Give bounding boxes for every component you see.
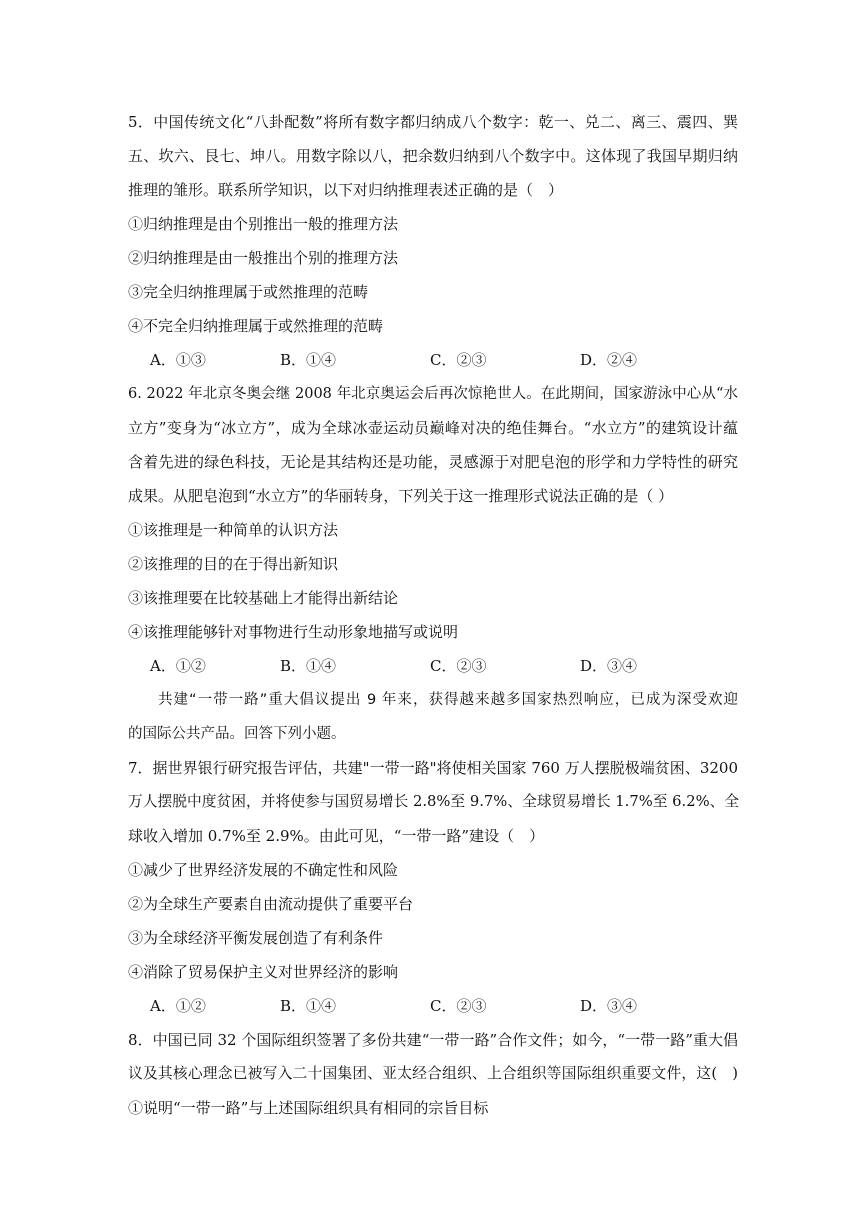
question-8-stem-line-1: 8．中国已同 32 个国际组织签署了多份共建“一带一路”合作文件；如今，“一带一路”重大倡 <box>128 1031 738 1049</box>
question-7-stem-line-3: 球收入增加 0.7%至 2.9%。由此可见，“一带一路”建设（ ） <box>128 827 545 845</box>
question-6-option-b: B．①④ <box>280 657 337 675</box>
question-7-option-c: C．②③ <box>430 997 487 1015</box>
question-8-statement-1: ①说明“一带一路”与上述国际组织具有相同的宗旨目标 <box>128 1099 489 1117</box>
question-7-option-b: B．①④ <box>280 997 337 1015</box>
question-5-statement-3: ③完全归纳推理属于或然推理的范畴 <box>128 283 369 301</box>
question-6-stem-line-1: 6. 2022 年北京冬奥会继 2008 年北京奥运会后再次惊艳世人。在此期间，国家游泳中心从“水 <box>128 386 738 402</box>
question-7-statement-4: ④消除了贸易保护主义对世界经济的影响 <box>128 963 399 981</box>
question-7-statement-3: ③为全球经济平衡发展创造了有利条件 <box>128 929 384 947</box>
question-6-option-d: D．③④ <box>580 657 638 675</box>
question-5-statement-4: ④不完全归纳推理属于或然推理的范畴 <box>128 317 384 335</box>
question-7-statement-2: ②为全球生产要素自由流动提供了重要平台 <box>128 895 414 913</box>
question-5-option-c: C．②③ <box>430 351 487 369</box>
question-7-stem-line-1: 7．据世界银行研究报告评估，共建"一带一路"将使相关国家 760 万人摆脱极端贫困、3200 <box>128 759 738 777</box>
passage-line-1: 共建“一带一路”重大倡议提出 9 年来，获得越来越多国家热烈响应，已成为深受欢迎 <box>158 692 738 708</box>
question-6-statement-4: ④该推理能够针对事物进行生动形象地描写或说明 <box>128 623 459 641</box>
question-5-stem-line-2: 五、坎六、艮七、坤八。用数字除以八，把余数归纳到八个数字中。这体现了我国早期归纳 <box>128 147 738 165</box>
question-6-options <box>150 656 710 676</box>
question-6-stem-line-2: 立方”变身为“冰立方”，成为全球冰壶运动员巅峰对决的绝佳舞台。“水立方”的建筑设计蕴 <box>128 419 738 437</box>
question-6-statement-3: ③该推理要在比较基础上才能得出新结论 <box>128 589 399 607</box>
question-5-option-a: A．①③ <box>150 351 206 369</box>
question-5-statement-2: ②归纳推理是由一般推出个别的推理方法 <box>128 249 399 267</box>
question-7-options <box>150 996 710 1016</box>
question-6-stem-line-3: 含着先进的绿色科技，无论是其结构还是功能，灵感源于对肥皂泡的形学和力学特性的研究 <box>128 453 738 471</box>
question-7-option-a: A．①② <box>150 997 206 1015</box>
question-5-stem-line-3: 推理的雏形。联系所学知识，以下对归纳推理表述正确的是（ ） <box>128 181 564 199</box>
question-5-options <box>150 350 710 370</box>
question-5-option-b: B．①④ <box>280 351 337 369</box>
question-6-statement-2: ②该推理的目的在于得出新知识 <box>128 555 339 573</box>
question-6-option-c: C．②③ <box>430 657 487 675</box>
question-5-stem-line-1: 5．中国传统文化“八卦配数”将所有数字都归纳成八个数字：乾一、兑二、离三、震四、巽 <box>128 113 738 131</box>
question-7-statement-1: ①减少了世界经济发展的不确定性和风险 <box>128 861 399 879</box>
question-7-option-d: D．③④ <box>580 997 638 1015</box>
question-6-stem-line-4: 成果。从肥皂泡到“水立方”的华丽转身，下列关于这一推理形式说法正确的是（ ） <box>128 487 674 505</box>
question-6-statement-1: ①该推理是一种简单的认识方法 <box>128 521 339 539</box>
question-6-option-a: A．①② <box>150 657 206 675</box>
question-5-option-d: D．②④ <box>580 351 638 369</box>
question-5-statement-1: ①归纳推理是由个别推出一般的推理方法 <box>128 215 399 233</box>
passage-line-2: 的国际公共产品。回答下列小题。 <box>128 726 346 742</box>
question-8-stem-line-2: 议及其核心理念已被写入二十国集团、亚太经合组织、上合组织等国际组织重要文件，这( ) <box>128 1065 738 1082</box>
question-7-stem-line-2: 万人摆脱中度贫困，并将使参与国贸易增长 2.8%至 9.7%、全球贸易增长 1.7%至 6.2%、全 <box>128 793 740 810</box>
